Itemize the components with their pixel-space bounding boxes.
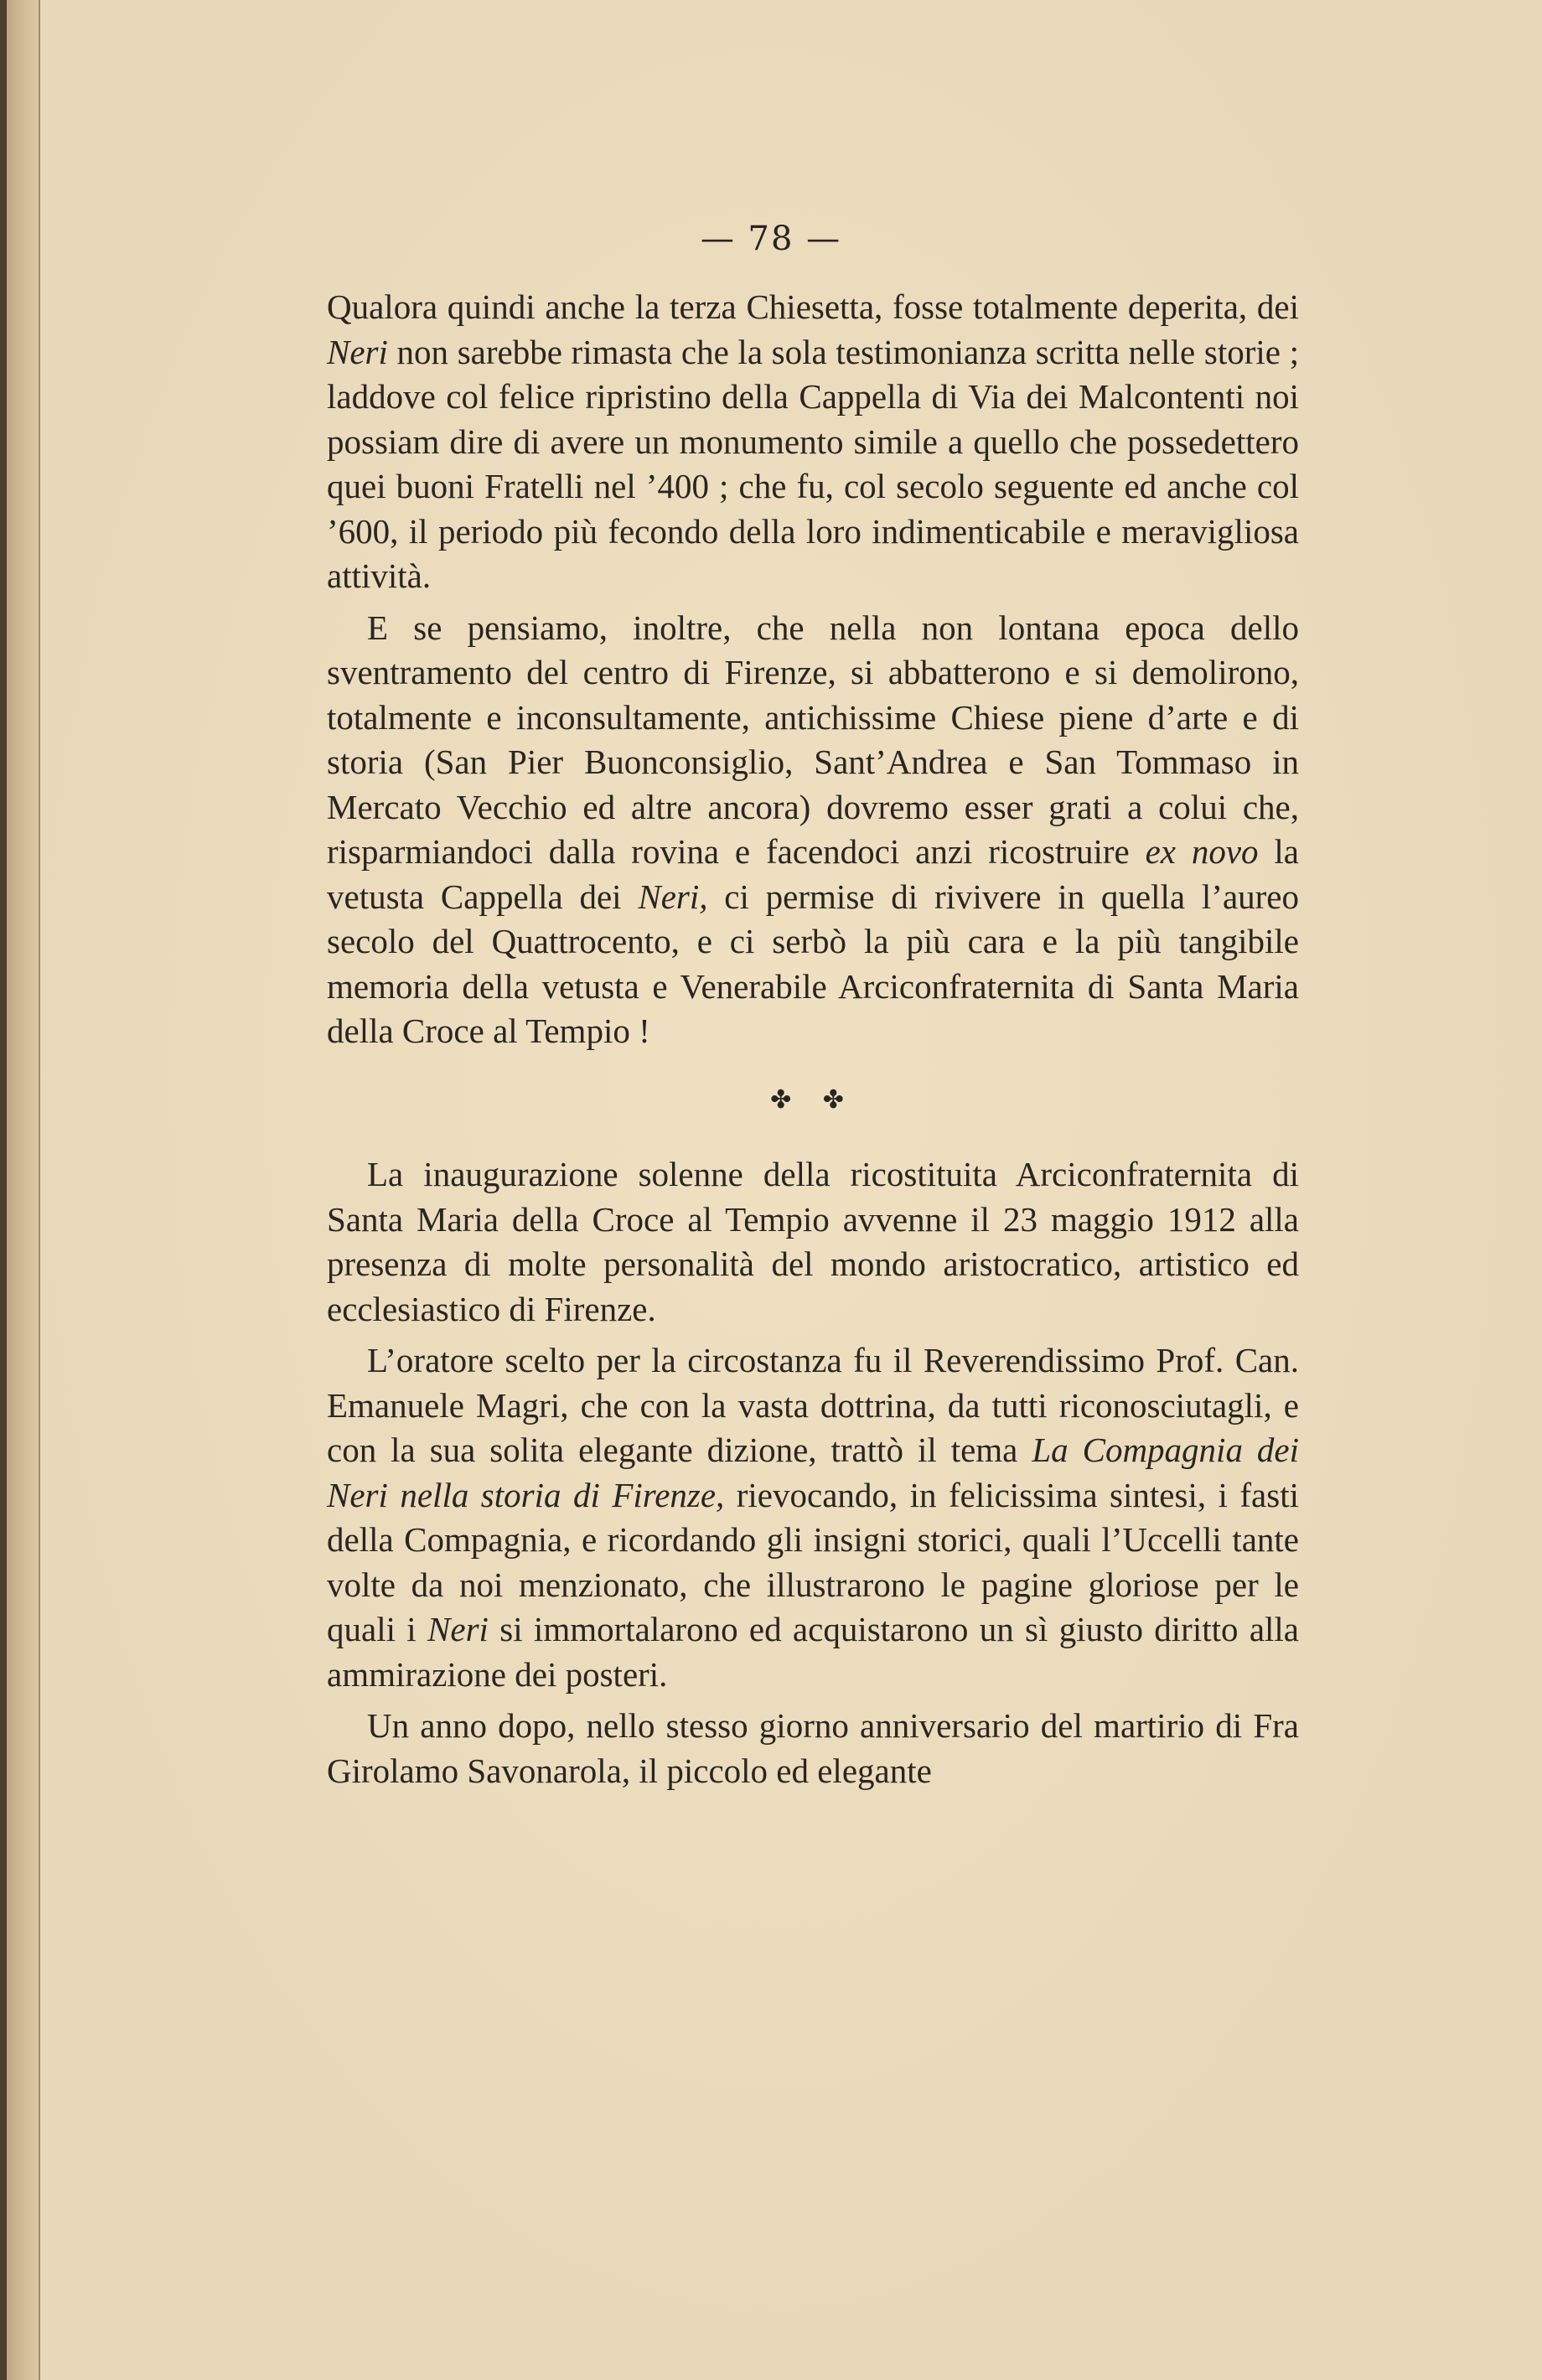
paragraph-5 [327, 1704, 1299, 1793]
text-segment: non sarebbe rimasta che la sola testimonianza scritta nelle storie ; laddove col felice ripristino della Cappella di Via dei Malcontenti noi possiam dire di avere un monumento simile a quello che possedettero quei buoni Fratelli nel ’400 ; che fu, col secolo seguente ed anche col ’600, il periodo più fecondo della loro indimenticabile e meravigliosa attività. [327, 332, 1299, 595]
text-segment: rievocando, in felicissima sintesi, i fasti della Compagnia, e ricordando gli insigni storici, quali l’Uccelli tante volte da noi menzionato, che illustrarono le pagine gloriose per le quali i [327, 1475, 1299, 1648]
paragraph-3 [327, 1152, 1299, 1332]
body-text [327, 285, 1299, 1795]
text-segment: Qualora quindi anche la terza Chiesetta, fosse totalmente deperita, dei [327, 287, 1299, 326]
paragraph-2 [327, 606, 1299, 1054]
text-segment: la vetusta Cappella dei [327, 832, 1300, 916]
paragraph-1 [327, 285, 1299, 599]
italic-text-segment: Neri, [638, 877, 708, 916]
italic-text-segment: Neri [327, 332, 388, 371]
text-segment: L’oratore scelto per la circostanza fu il Reverendissimo Prof. Can. Emanuele Magri, che con la vasta dottrina, da tutti riconosciutagli, e con la sua solita elegante dizione, trattò il tema [327, 1341, 1299, 1469]
binding-shadow [0, 0, 7, 2380]
text-segment: E se pensiamo, inoltre, che nella non lontana epoca dello sventramento del centro di Firenze, si abbatterono e si demolirono, totalmente e inconsultamente, antichissime Chiese piene d’arte e di storia (San Pier Buonconsiglio, Sant’Andrea e San Tommaso in Mercato Vecchio ed altre ancora) dovremo esser grati a colui che, risparmiandoci dalla rovina e facendoci anzi ricostruire [327, 608, 1299, 871]
italic-text-segment: Neri [427, 1610, 489, 1648]
italic-text-segment: ex novo [1145, 832, 1259, 871]
italic-text-segment: La Compagnia dei Neri nella storia di Firenze, [327, 1431, 1299, 1514]
section-ornament: ✤ ✤ [770, 1084, 856, 1115]
text-segment: La inaugurazione solenne della ricostituita Arciconfraternita di Santa Maria della Croce al Tempio avvenne il 23 maggio 1912 alla presenza di molte personalità del mondo aristocratico, artistico ed ecclesiastico di Firenze. [327, 1155, 1299, 1328]
text-segment: ci permise di rivivere in quella l’aureo secolo del Quattrocento, e ci serbò la più cara e la più tangibile memoria della vetusta e Venerabile Arciconfraternita di Santa Maria della Croce al Tempio ! [327, 877, 1299, 1050]
page-number: — 78 — [700, 220, 842, 258]
text-segment: si immortalarono ed acquistarono un sì giusto diritto alla ammirazione dei posteri. [327, 1610, 1300, 1694]
paragraph-4 [327, 1338, 1299, 1697]
text-segment: Un anno dopo, nello stesso giorno anniversario del martirio di Fra Girolamo Savonarola, il piccolo ed elegante [327, 1706, 1299, 1790]
